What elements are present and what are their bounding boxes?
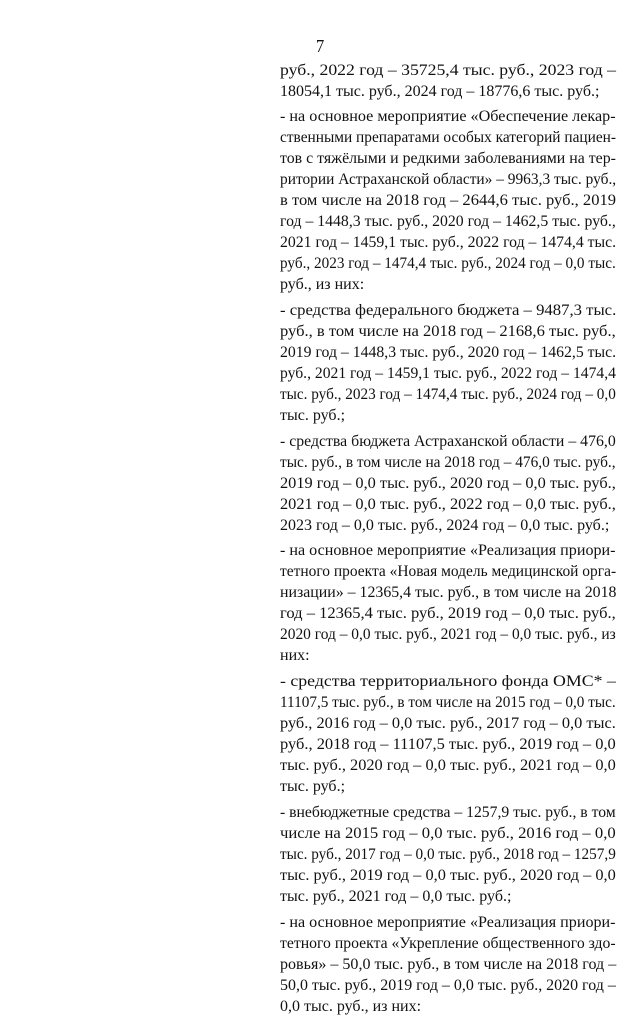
text-line: них: — [280, 647, 310, 664]
text-line: тыс. руб., в том числе на 2018 год – 476,0 тыс. руб., — [280, 454, 616, 471]
text-line: руб., 2021 год – 1459,1 тыс. руб., 2022 год – 1474,4 — [280, 365, 616, 382]
text-line: - средства федерального бюджета – 9487,3 тыс. — [280, 302, 617, 319]
text-line: тыс. руб.; — [280, 407, 346, 424]
text-line: 0,0 тыс. руб., из них: — [280, 998, 422, 1015]
text-line: год – 12365,4 тыс. руб., 2019 год – 0,0 тыс. руб., — [280, 605, 616, 622]
text-line: 11107,5 тыс. руб., в том числе на 2015 год – 0,0 тыс. — [280, 694, 616, 711]
text-line: - на основное мероприятие «Реализация приори- — [280, 542, 616, 559]
text-line: руб., 2016 год – 0,0 тыс. руб., 2017 год – 0,0 тыс. — [280, 715, 616, 732]
text-line: 2019 год – 0,0 тыс. руб., 2020 год – 0,0 тыс. руб., — [280, 475, 616, 492]
text-line: тыс. руб., 2023 год – 1474,4 тыс. руб., 2024 год – 0,0 — [280, 386, 616, 403]
text-line: руб., 2022 год – 35725,4 тыс. руб., 2023 год – — [280, 62, 616, 79]
text-line: - на основное мероприятие «Реализация приори- — [280, 914, 616, 931]
text-line: в том числе на 2018 год – 2644,6 тыс. руб., 2019 — [280, 192, 617, 209]
text-line: ственными препаратами особых категорий пациен- — [280, 129, 616, 146]
text-line: тыс. руб., 2021 год – 0,0 тыс. руб.; — [280, 888, 512, 905]
text-line: - средства территориального фонда ОМС* – — [280, 673, 616, 690]
text-line: руб., 2018 год – 11107,5 тыс. руб., 2019 год – 0,0 — [280, 736, 616, 753]
body-text — [280, 60, 616, 1017]
text-line: тыс. руб., 2020 год – 0,0 тыс. руб., 2021 год – 0,0 — [280, 757, 616, 774]
text-line: тыс. руб.; — [280, 778, 346, 795]
text-line: тетного проекта «Новая модель медицинской орга- — [280, 563, 617, 580]
text-line: 2021 год – 0,0 тыс. руб., 2022 год – 0,0 тыс. руб., — [280, 496, 616, 513]
text-line: - средства бюджета Астраханской области – 476,0 — [280, 433, 616, 450]
text-line: - на основное мероприятие «Обеспечение лекар- — [280, 108, 616, 125]
text-line: 2020 год – 0,0 тыс. руб., 2021 год – 0,0 тыс. руб., из — [280, 626, 616, 643]
text-line: низации» – 12365,4 тыс. руб., в том числе на 2018 — [280, 584, 617, 601]
text-line: ровья» – 50,0 тыс. руб., в том числе на 2018 год – — [280, 956, 617, 973]
text-line: руб., из них: — [280, 276, 365, 293]
text-line: 2021 год – 1459,1 тыс. руб., 2022 год – 1474,4 тыс. — [280, 234, 617, 251]
text-line: тов с тяжёлыми и редкими заболеваниями на тер- — [280, 150, 616, 167]
text-line: 2019 год – 1448,3 тыс. руб., 2020 год – 1462,5 тыс. — [280, 344, 617, 361]
text-line: год – 1448,3 тыс. руб., 2020 год – 1462,5 тыс. руб., — [280, 213, 616, 230]
text-line: 18054,1 тыс. руб., 2024 год – 18776,6 тыс. руб.; — [280, 83, 600, 100]
text-line: 2023 год – 0,0 тыс. руб., 2024 год – 0,0 тыс. руб.; — [280, 517, 610, 534]
text-line: - внебюджетные средства – 1257,9 тыс. руб., в том — [280, 804, 616, 821]
text-line: руб., 2023 год – 1474,4 тыс. руб., 2024 год – 0,0 тыс. — [280, 255, 616, 272]
text-line: руб., в том числе на 2018 год – 2168,6 тыс. руб., — [280, 323, 616, 340]
text-line: тыс. руб., 2017 год – 0,0 тыс. руб., 2018 год – 1257,9 — [280, 846, 616, 863]
text-line: 50,0 тыс. руб., 2019 год – 0,0 тыс. руб., 2020 год – — [280, 977, 616, 994]
text-line: ритории Астраханской области» – 9963,3 тыс. руб., — [280, 171, 617, 188]
text-line: тетного проекта «Укрепление общественного здо- — [280, 935, 616, 952]
page-number: 7 — [315, 36, 325, 56]
text-line: тыс. руб., 2019 год – 0,0 тыс. руб., 2020 год – 0,0 — [280, 867, 616, 884]
text-line: числе на 2015 год – 0,0 тыс. руб., 2016 год – 0,0 — [280, 825, 616, 842]
